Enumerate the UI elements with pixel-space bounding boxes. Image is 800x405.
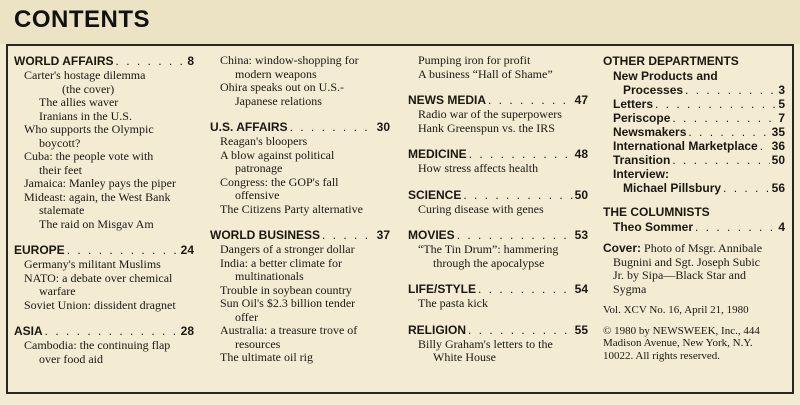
article-entry[interactable]: The pasta kick: [418, 296, 488, 310]
issue-line: Vol. XCV No. 16, April 21, 1980: [603, 304, 749, 316]
column-4: [603, 54, 785, 362]
article-entry-cont: boycott?: [39, 135, 81, 150]
article-entry[interactable]: Dangers of a stronger dollar: [220, 242, 355, 256]
article-entry-cont: (the cover): [62, 81, 115, 96]
article-entry-cont: their feet: [39, 162, 82, 177]
article-entry-cont: modern weapons: [235, 66, 317, 81]
article-entry-cont: offensive: [235, 188, 280, 202]
article-entry-cont: multinationals: [235, 269, 304, 283]
department-entry[interactable]: Transition . . . 50: [603, 153, 785, 167]
column-1: [14, 54, 194, 366]
department-entry[interactable]: Michael Pillsbury . . . 56: [603, 181, 785, 195]
cover-credit: Cover: Photo of Msgr. Annibale Bugnini and Sgt. Joseph Subic Jr. by Sipa—Black Star and Sygma: [603, 241, 763, 296]
section-heading[interactable]: SCIENCE . . . 50: [408, 188, 588, 202]
columnist-entry[interactable]: Theo Sommer . . . 4: [603, 220, 785, 234]
article-entry-cont: warfare: [39, 284, 76, 298]
article-entry[interactable]: Who supports the Olympic: [24, 122, 154, 136]
section-heading[interactable]: U.S. AFFAIRS . . . 30: [210, 120, 390, 134]
article-entry[interactable]: Reagan's bloopers: [220, 134, 308, 148]
columnists-heading: THE COLUMNISTS: [603, 205, 710, 219]
article-entry[interactable]: “The Tin Drum”: hammering: [418, 242, 559, 256]
article-entry[interactable]: Congress: the GOP's fall: [220, 174, 339, 189]
article-entry[interactable]: China: window-shopping for: [220, 53, 359, 67]
department-entry[interactable]: Newsmakers . . . 35: [603, 125, 785, 139]
article-entry[interactable]: Soviet Union: dissident dragnet: [24, 297, 176, 312]
section-heading[interactable]: LIFE/STYLE . . . 54: [408, 282, 588, 296]
section-heading[interactable]: MEDICINE . . . 48: [408, 147, 588, 161]
article-entry[interactable]: India: a better climate for: [220, 255, 342, 270]
department-entry[interactable]: Interview:: [613, 167, 670, 181]
article-entry[interactable]: The Citizens Party alternative: [220, 201, 363, 216]
article-entry[interactable]: A business “Hall of Shame”: [418, 66, 553, 81]
article-entry[interactable]: A blow against political: [220, 147, 335, 162]
article-entry[interactable]: Pumping iron for profit: [418, 53, 531, 67]
article-entry[interactable]: The ultimate oil rig: [220, 350, 313, 364]
article-entry-cont: Japanese relations: [235, 93, 322, 108]
article-entry-cont: through the apocalypse: [433, 255, 545, 270]
department-entry[interactable]: International Marketplace . . . 36: [603, 139, 785, 153]
article-entry[interactable]: The allies waver: [39, 95, 119, 109]
article-entry[interactable]: Carter's hostage dilemma: [24, 68, 146, 82]
department-entry[interactable]: Processes . . . 3: [603, 83, 785, 97]
article-entry-cont: White House: [433, 350, 496, 364]
section-heading[interactable]: RELIGION . . . 55: [408, 323, 588, 337]
column-3: [408, 54, 588, 365]
section-heading[interactable]: ASIA . . . 28: [14, 324, 194, 338]
article-entry[interactable]: NATO: a debate over chemical: [24, 270, 173, 285]
department-entry[interactable]: New Products and: [613, 69, 718, 83]
column-2: [210, 54, 390, 365]
article-entry[interactable]: Australia: a treasure trove of: [220, 323, 358, 337]
article-entry-cont: over food aid: [39, 351, 103, 366]
article-entry[interactable]: Ohira speaks out on U.S.-: [220, 80, 344, 94]
article-entry[interactable]: Curing disease with genes: [418, 201, 544, 216]
copyright-notice: © 1980 by NEWSWEEK, Inc., 444 Madison Avenue, New York, N.Y. 10022. All rights reserved.: [603, 324, 760, 362]
article-entry[interactable]: Jamaica: Manley pays the piper: [24, 176, 176, 190]
article-entry-cont: stalemate: [39, 203, 85, 217]
section-heading[interactable]: EUROPE . . . 24: [14, 243, 194, 257]
department-entry[interactable]: Letters . . . 5: [603, 97, 785, 111]
article-entry[interactable]: Cambodia: the continuing flap: [24, 338, 171, 352]
article-entry[interactable]: Radio war of the superpowers: [418, 107, 562, 121]
article-entry-cont: resources: [235, 336, 281, 351]
article-entry[interactable]: How stress affects health: [418, 161, 539, 175]
header-bar: [0, 0, 800, 44]
department-entry[interactable]: Periscope . . . 7: [603, 111, 785, 125]
article-entry-cont: patronage: [235, 161, 283, 175]
article-entry[interactable]: The raid on Misgav Am: [39, 216, 154, 231]
article-entry[interactable]: Iranians in the U.S.: [39, 108, 132, 123]
article-entry[interactable]: Sun Oil's $2.3 billion tender: [220, 296, 356, 310]
page-title: CONTENTS: [14, 6, 150, 33]
article-entry[interactable]: Trouble in soybean country: [220, 282, 352, 297]
article-entry[interactable]: Hank Greenspun vs. the IRS: [418, 120, 555, 135]
cover-label: Cover:: [603, 241, 642, 255]
section-heading[interactable]: NEWS MEDIA . . . 47: [408, 93, 588, 107]
article-entry[interactable]: Mideast: again, the West Bank: [24, 189, 171, 204]
article-entry[interactable]: Billy Graham's letters to the: [418, 336, 553, 351]
article-entry[interactable]: Germany's militant Muslims: [24, 257, 161, 271]
section-heading[interactable]: WORLD BUSINESS . . . 37: [210, 228, 390, 242]
section-heading[interactable]: WORLD AFFAIRS . . . 8: [14, 54, 194, 68]
other-departments-heading: OTHER DEPARTMENTS: [603, 54, 739, 68]
article-entry[interactable]: Cuba: the people vote with: [24, 149, 154, 163]
article-entry-cont: offer: [235, 309, 259, 324]
section-heading[interactable]: MOVIES . . . 53: [408, 228, 588, 242]
